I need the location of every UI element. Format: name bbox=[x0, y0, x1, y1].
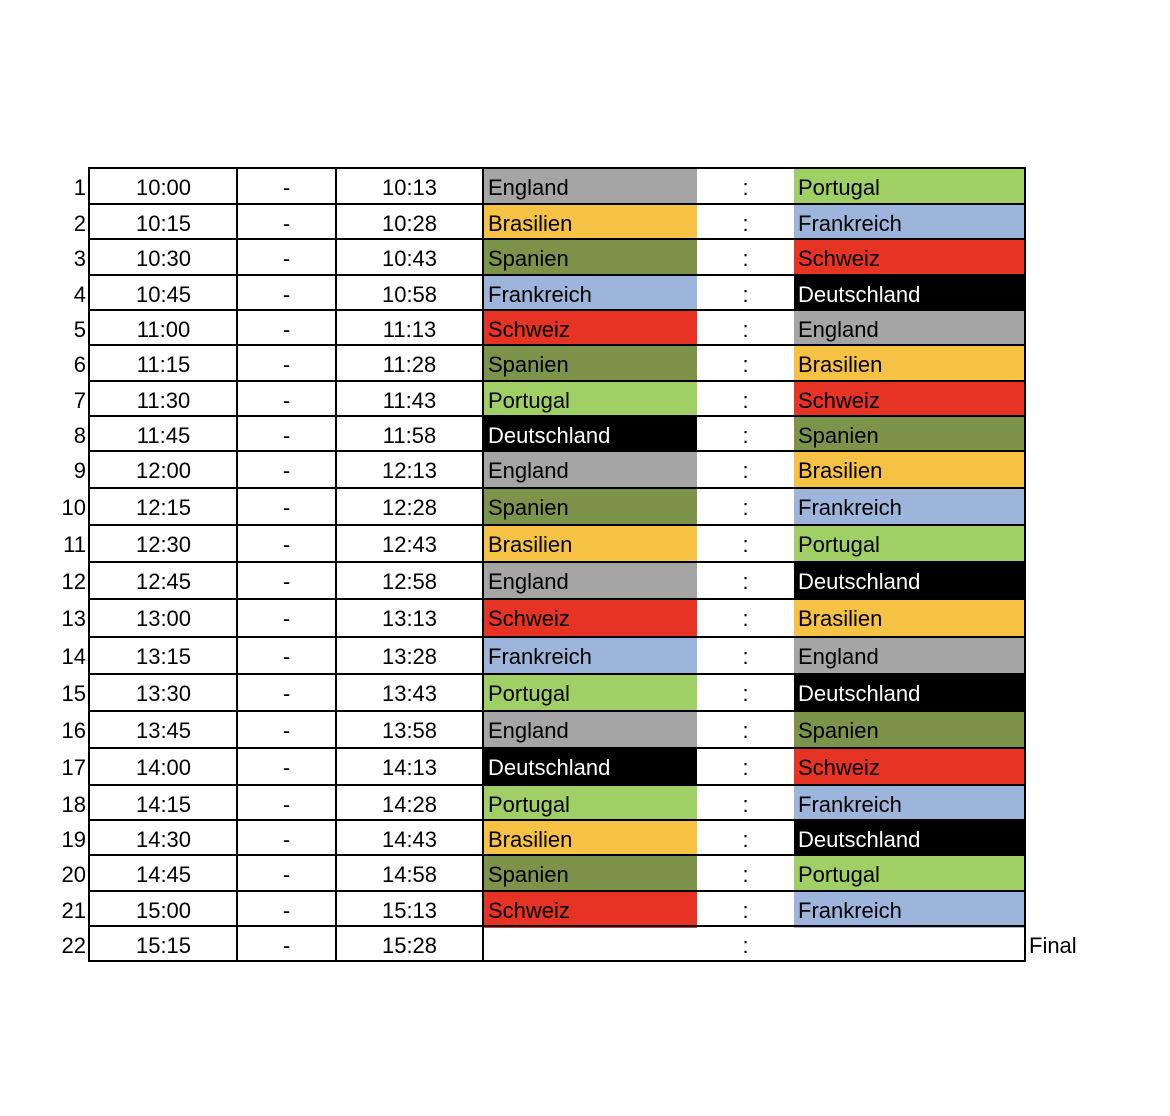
round-note bbox=[1029, 600, 1129, 636]
time-separator: - bbox=[282, 532, 291, 557]
match-number: 21 bbox=[61, 898, 86, 923]
end-time: 15:13 bbox=[381, 898, 438, 923]
start-time: 14:00 bbox=[135, 755, 192, 780]
round-note bbox=[1029, 856, 1129, 892]
end-time: 12:13 bbox=[381, 458, 438, 483]
start-time: 13:30 bbox=[135, 681, 192, 706]
round-note bbox=[1029, 786, 1129, 822]
time-separator: - bbox=[282, 282, 291, 307]
round-note bbox=[1029, 276, 1129, 312]
round-note bbox=[1029, 240, 1129, 276]
home-team: Spanien bbox=[484, 856, 697, 892]
match-number: 15 bbox=[61, 681, 86, 706]
away-team: Portugal bbox=[794, 169, 1024, 205]
score-colon: : bbox=[742, 898, 749, 923]
time-separator: - bbox=[282, 211, 291, 236]
end-time: 11:43 bbox=[382, 388, 437, 413]
home-team: Schweiz bbox=[484, 600, 697, 636]
away-team: England bbox=[794, 311, 1024, 347]
away-team: Deutschland bbox=[794, 675, 1024, 711]
time-separator: - bbox=[282, 388, 291, 413]
score-colon: : bbox=[742, 792, 749, 817]
home-team: Deutschland bbox=[484, 749, 697, 785]
match-number: 1 bbox=[73, 175, 86, 200]
score-colon: : bbox=[742, 423, 749, 448]
start-time: 12:45 bbox=[135, 569, 192, 594]
match-number: 14 bbox=[61, 644, 86, 669]
match-number: 9 bbox=[73, 458, 86, 483]
round-note bbox=[1029, 892, 1129, 928]
time-separator: - bbox=[282, 792, 291, 817]
start-time: 14:15 bbox=[135, 792, 192, 817]
home-team: Spanien bbox=[484, 346, 697, 382]
start-time: 15:15 bbox=[135, 933, 192, 958]
time-separator: - bbox=[282, 606, 291, 631]
home-team: Spanien bbox=[484, 489, 697, 525]
match-number: 3 bbox=[73, 246, 86, 271]
start-time: 11:00 bbox=[136, 317, 191, 342]
time-separator: - bbox=[282, 755, 291, 780]
time-separator: - bbox=[282, 458, 291, 483]
home-team: Deutschland bbox=[484, 417, 697, 453]
end-time: 11:28 bbox=[382, 352, 437, 377]
home-team: Schweiz bbox=[484, 892, 697, 928]
score-colon: : bbox=[742, 495, 749, 520]
match-number: 16 bbox=[61, 718, 86, 743]
away-team: Spanien bbox=[794, 712, 1024, 748]
end-time: 13:28 bbox=[381, 644, 438, 669]
table-border bbox=[88, 167, 1026, 962]
end-time: 14:28 bbox=[381, 792, 438, 817]
end-time: 11:13 bbox=[382, 317, 437, 342]
home-team: Schweiz bbox=[484, 311, 697, 347]
score-colon: : bbox=[742, 933, 749, 958]
round-note bbox=[1029, 489, 1129, 525]
round-note bbox=[1029, 675, 1129, 711]
start-time: 12:30 bbox=[135, 532, 192, 557]
end-time: 11:58 bbox=[382, 423, 437, 448]
score-colon: : bbox=[742, 388, 749, 413]
start-time: 11:45 bbox=[136, 423, 191, 448]
time-separator: - bbox=[282, 718, 291, 743]
score-colon: : bbox=[742, 569, 749, 594]
away-team: Brasilien bbox=[794, 600, 1024, 636]
match-number: 2 bbox=[73, 211, 86, 236]
end-time: 10:13 bbox=[381, 175, 438, 200]
away-team: Portugal bbox=[794, 856, 1024, 892]
time-separator: - bbox=[282, 644, 291, 669]
round-note bbox=[1029, 311, 1129, 347]
away-team: Deutschland bbox=[794, 563, 1024, 599]
away-team: Frankreich bbox=[794, 205, 1024, 241]
end-time: 15:28 bbox=[381, 933, 438, 958]
end-time: 10:58 bbox=[381, 282, 438, 307]
round-note bbox=[1029, 382, 1129, 418]
start-time: 10:15 bbox=[135, 211, 192, 236]
away-team: Frankreich bbox=[794, 489, 1024, 525]
start-time: 14:30 bbox=[135, 827, 192, 852]
end-time: 14:58 bbox=[381, 862, 438, 887]
time-separator: - bbox=[282, 495, 291, 520]
end-time: 12:43 bbox=[381, 532, 438, 557]
round-note bbox=[1029, 346, 1129, 382]
away-team: Frankreich bbox=[794, 892, 1024, 928]
score-colon: : bbox=[742, 246, 749, 271]
end-time: 13:58 bbox=[381, 718, 438, 743]
end-time: 10:28 bbox=[381, 211, 438, 236]
time-separator: - bbox=[282, 569, 291, 594]
score-colon: : bbox=[742, 458, 749, 483]
away-team: Deutschland bbox=[794, 276, 1024, 312]
round-note bbox=[1029, 452, 1129, 488]
score-colon: : bbox=[742, 755, 749, 780]
end-time: 12:58 bbox=[381, 569, 438, 594]
score-colon: : bbox=[742, 827, 749, 852]
home-team: Brasilien bbox=[484, 526, 697, 562]
score-colon: : bbox=[742, 317, 749, 342]
score-colon: : bbox=[742, 282, 749, 307]
start-time: 10:30 bbox=[135, 246, 192, 271]
score-colon: : bbox=[742, 681, 749, 706]
round-note bbox=[1029, 563, 1129, 599]
home-team: England bbox=[484, 712, 697, 748]
match-number: 13 bbox=[61, 606, 86, 631]
score-colon: : bbox=[742, 862, 749, 887]
start-time: 13:45 bbox=[135, 718, 192, 743]
match-number: 4 bbox=[73, 282, 86, 307]
start-time: 12:00 bbox=[135, 458, 192, 483]
round-note bbox=[1029, 526, 1129, 562]
match-number: 17 bbox=[61, 755, 86, 780]
match-number: 5 bbox=[73, 317, 86, 342]
match-number: 7 bbox=[73, 388, 86, 413]
home-team: Frankreich bbox=[484, 276, 697, 312]
start-time: 14:45 bbox=[135, 862, 192, 887]
home-team: England bbox=[484, 452, 697, 488]
home-team: Portugal bbox=[484, 675, 697, 711]
score-colon: : bbox=[742, 211, 749, 236]
match-number: 19 bbox=[61, 827, 86, 852]
home-team: Brasilien bbox=[484, 205, 697, 241]
home-team: Portugal bbox=[484, 786, 697, 822]
round-note bbox=[1029, 169, 1129, 205]
score-colon: : bbox=[742, 175, 749, 200]
home-team: England bbox=[484, 563, 697, 599]
match-number: 18 bbox=[61, 792, 86, 817]
away-team: Spanien bbox=[794, 417, 1024, 453]
home-team: Portugal bbox=[484, 382, 697, 418]
home-team: England bbox=[484, 169, 697, 205]
away-team: Brasilien bbox=[794, 452, 1024, 488]
away-team: Brasilien bbox=[794, 346, 1024, 382]
time-separator: - bbox=[282, 933, 291, 958]
start-time: 12:15 bbox=[135, 495, 192, 520]
away-team: Schweiz bbox=[794, 382, 1024, 418]
end-time: 13:13 bbox=[381, 606, 438, 631]
round-note: Final bbox=[1029, 933, 1077, 958]
score-colon: : bbox=[742, 606, 749, 631]
match-number: 20 bbox=[61, 862, 86, 887]
time-separator: - bbox=[282, 898, 291, 923]
start-time: 10:45 bbox=[135, 282, 192, 307]
score-colon: : bbox=[742, 532, 749, 557]
away-team: Schweiz bbox=[794, 749, 1024, 785]
match-number: 11 bbox=[63, 532, 86, 557]
match-number: 12 bbox=[61, 569, 86, 594]
away-team: England bbox=[794, 638, 1024, 674]
round-note bbox=[1029, 417, 1129, 453]
time-separator: - bbox=[282, 246, 291, 271]
time-separator: - bbox=[282, 681, 291, 706]
score-colon: : bbox=[742, 718, 749, 743]
match-number: 22 bbox=[61, 933, 86, 958]
match-number: 8 bbox=[73, 423, 86, 448]
round-note bbox=[1029, 749, 1129, 785]
time-separator: - bbox=[282, 423, 291, 448]
match-number: 6 bbox=[73, 352, 86, 377]
away-team: Deutschland bbox=[794, 821, 1024, 857]
away-team: Frankreich bbox=[794, 786, 1024, 822]
end-time: 10:43 bbox=[381, 246, 438, 271]
round-note bbox=[1029, 712, 1129, 748]
start-time: 13:00 bbox=[135, 606, 192, 631]
score-colon: : bbox=[742, 644, 749, 669]
round-note bbox=[1029, 821, 1129, 857]
round-note bbox=[1029, 638, 1129, 674]
end-time: 14:43 bbox=[381, 827, 438, 852]
home-team: Spanien bbox=[484, 240, 697, 276]
match-number: 10 bbox=[61, 495, 86, 520]
start-time: 11:15 bbox=[136, 352, 191, 377]
time-separator: - bbox=[282, 175, 291, 200]
end-time: 14:13 bbox=[381, 755, 438, 780]
end-time: 13:43 bbox=[381, 681, 438, 706]
away-team: Portugal bbox=[794, 526, 1024, 562]
home-team: Brasilien bbox=[484, 821, 697, 857]
away-team: Schweiz bbox=[794, 240, 1024, 276]
score-colon: : bbox=[742, 352, 749, 377]
time-separator: - bbox=[282, 317, 291, 342]
time-separator: - bbox=[282, 352, 291, 377]
time-separator: - bbox=[282, 827, 291, 852]
home-team: Frankreich bbox=[484, 638, 697, 674]
end-time: 12:28 bbox=[381, 495, 438, 520]
time-separator: - bbox=[282, 862, 291, 887]
start-time: 13:15 bbox=[135, 644, 192, 669]
start-time: 15:00 bbox=[135, 898, 192, 923]
round-note bbox=[1029, 205, 1129, 241]
start-time: 10:00 bbox=[135, 175, 192, 200]
start-time: 11:30 bbox=[136, 388, 191, 413]
